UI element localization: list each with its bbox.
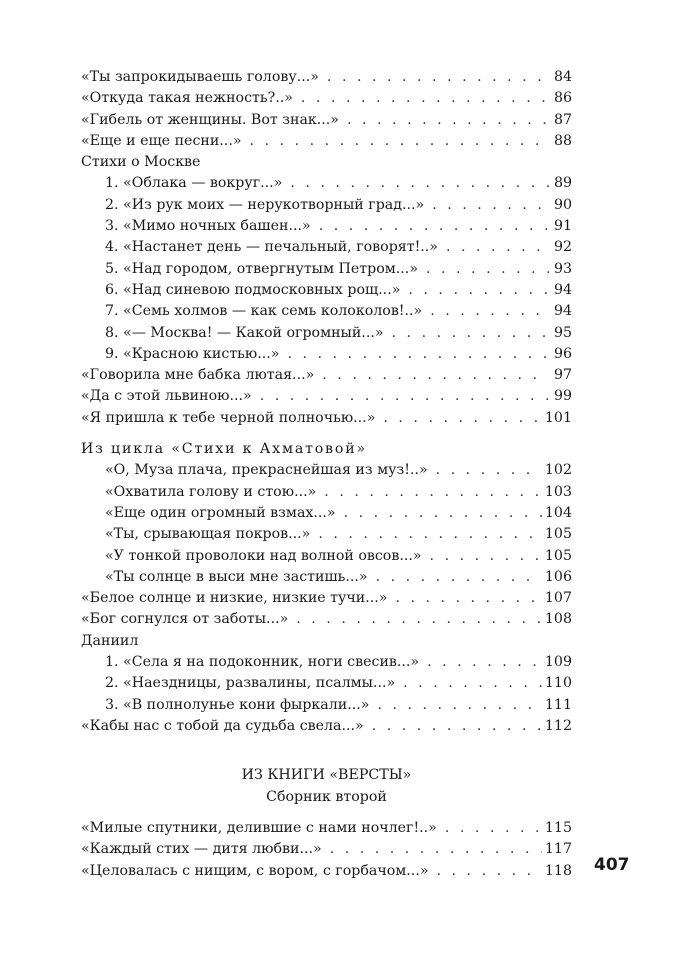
toc-entry [81, 408, 572, 429]
toc-entry [81, 482, 572, 503]
toc-group-end [81, 716, 572, 737]
toc-entry [81, 460, 572, 481]
dot-leader [290, 173, 549, 194]
toc-entry-page: 84 [553, 69, 572, 85]
toc-entry [81, 861, 572, 882]
toc-entry-page: 108 [544, 611, 572, 628]
toc-entry-title: 2. «Из рук моих — нерукотворный град...» [105, 196, 425, 213]
toc-entry-page: 99 [553, 388, 572, 405]
toc-group-after-akhmatova [81, 588, 572, 631]
toc-entry-page: 94 [553, 303, 572, 320]
toc-entry-title: «Целовалась с нищим, с вором, с горбачом...» [81, 862, 429, 879]
toc-entry-title: 4. «Настанет день — печальный, говорят!..» [105, 239, 438, 256]
dot-leader [260, 386, 549, 407]
toc-entry-page: 118 [544, 862, 572, 879]
toc-entry-title: «Еще и еще песни...» [81, 132, 242, 149]
dot-leader [446, 237, 549, 258]
dot-leader [408, 280, 549, 301]
toc-entry-title: «Гибель от женщины. Вот знак...» [81, 111, 339, 128]
table-of-contents [81, 67, 572, 737]
toc-entry-page: 93 [553, 260, 572, 277]
toc-entry-page: 107 [544, 590, 572, 607]
toc-entry-page: 117 [544, 841, 572, 858]
toc-entry-title: 3. «В полнолунье кони фыркали...» [105, 696, 370, 713]
toc-entry [81, 237, 572, 258]
toc-entry-title: 2. «Наездницы, развалины, псалмы...» [105, 675, 396, 692]
dot-leader [445, 818, 542, 839]
toc-entry [81, 588, 572, 609]
toc-entry-title: «Говорила мне бабка лютая...» [81, 367, 315, 384]
toc-entry-title: «Откуда такая нежность?..» [81, 90, 293, 107]
toc-entry-page: 86 [553, 90, 572, 107]
toc-entry-page: 111 [544, 696, 572, 713]
toc-entry [81, 110, 572, 131]
toc-entry [81, 695, 572, 716]
book-title: ИЗ КНИГИ «ВЕРСТЫ» [241, 767, 412, 783]
page-number: 407 [594, 855, 630, 875]
toc-entry-title: «Ты, срывающая покров...» [105, 526, 311, 543]
toc-entry [81, 546, 572, 567]
toc-entry-page: 112 [544, 717, 572, 734]
toc-entry-page: 96 [553, 345, 572, 362]
toc-entry-title: «У тонкой проволоки над волной овсов...» [105, 547, 422, 564]
toc-entry-title: «Кабы нас с тобой да судьба свела...» [81, 717, 364, 734]
toc-entry-title: «Белое солнце и низкие, низкие тучи...» [81, 590, 388, 607]
dot-leader [322, 365, 549, 386]
dot-leader [437, 861, 542, 882]
toc-entry [81, 344, 572, 365]
toc-entry-page: 87 [553, 111, 572, 128]
toc-entry [81, 280, 572, 301]
toc-entry-title: «Каждый стих — дитя любви...» [81, 841, 322, 858]
toc-entry-page: 115 [544, 820, 572, 836]
book-section-header [81, 764, 572, 808]
dot-leader [427, 652, 542, 673]
toc-entry [81, 323, 572, 344]
toc-entry-title: «Милые спутники, делившие с нами ночлег!..» [81, 820, 437, 836]
toc-entry [81, 609, 572, 630]
toc-entry-page: 94 [553, 281, 572, 298]
dot-leader [376, 567, 542, 588]
dot-leader [372, 716, 542, 737]
toc-entry-title: 7. «Семь холмов — как семь колоколов!..» [105, 303, 423, 320]
toc-group-akhmatova [81, 460, 572, 588]
toc-entry [81, 259, 572, 280]
dot-leader [301, 88, 549, 109]
toc-entry-title: 5. «Над городом, отвергнутым Петром...» [105, 260, 418, 277]
dot-leader [430, 546, 542, 567]
toc-entry-title: «Да с этой львиною...» [81, 388, 252, 405]
toc-entry-page: 102 [544, 462, 572, 479]
toc-entry [81, 716, 572, 737]
dot-leader [330, 839, 542, 860]
toc-entry-page: 110 [544, 675, 572, 692]
toc-entry-page: 92 [553, 239, 572, 256]
toc-entry-page: 97 [553, 367, 572, 384]
toc-entry-title: «Бог согнулся от заботы...» [81, 611, 289, 628]
section-heading-moscow: Стихи о Москве [81, 154, 201, 171]
toc-entry [81, 301, 572, 322]
toc-group-middle [81, 365, 572, 429]
toc-entry [81, 503, 572, 524]
toc-entry-title: «Я пришла к тебе черной полночью...» [81, 409, 376, 426]
dot-leader [430, 301, 549, 322]
dot-leader [250, 131, 549, 152]
section-heading-daniil: Даниил [81, 632, 139, 649]
dot-leader [319, 216, 549, 237]
toc-entry [81, 67, 572, 88]
toc-entry-page: 88 [553, 132, 572, 149]
toc-entry-page: 106 [544, 568, 572, 585]
toc-group-daniil [81, 652, 572, 716]
toc-entry [81, 652, 572, 673]
toc-entry-title: 1. «Облака — вокруг...» [105, 175, 283, 192]
toc-entry [81, 567, 572, 588]
dot-leader [344, 503, 542, 524]
toc-entry-title: 8. «— Москва! — Какой огромный...» [105, 324, 384, 341]
dot-leader [287, 344, 549, 365]
dot-leader [432, 195, 549, 216]
toc-group-top [81, 67, 572, 152]
toc-entry [81, 173, 572, 194]
toc-entry-title: 6. «Над синевою подмосковных рощ...» [105, 281, 401, 298]
toc-entry-page: 104 [544, 504, 572, 521]
book-subtitle: Сборник второй [266, 789, 387, 805]
toc-entry-page: 89 [553, 175, 572, 192]
dot-leader [347, 110, 549, 131]
dot-leader [377, 695, 541, 716]
toc-entry [81, 386, 572, 407]
toc-entry-page: 91 [553, 218, 572, 235]
toc-entry-title: «О, Муза плача, прекраснейшая из муз!..» [105, 462, 428, 479]
toc-group-moscow [81, 173, 572, 365]
toc-entry-title: «Еще один огромный взмах...» [105, 504, 336, 521]
dot-leader [395, 588, 541, 609]
toc-entry-page: 95 [553, 324, 572, 341]
toc-entry [81, 131, 572, 152]
toc-entry-page: 105 [544, 526, 572, 543]
toc-entry-page: 105 [544, 547, 572, 564]
toc-entry [81, 88, 572, 109]
toc-entry [81, 365, 572, 386]
toc-entry [81, 195, 572, 216]
toc-entry-title: «Ты солнце в выси мне застишь...» [105, 568, 368, 585]
dot-leader [296, 609, 542, 630]
toc-entry-page: 90 [553, 196, 572, 213]
dot-leader [426, 259, 549, 280]
toc-entry-title: «Ты запрокидываешь голову...» [81, 69, 319, 85]
dot-leader [327, 67, 549, 88]
toc-entry-page: 101 [544, 409, 572, 426]
toc-entry-title: 1. «Села я на подоконник, ноги свесив...» [105, 654, 420, 671]
toc-entry [81, 818, 572, 839]
table-of-contents-versty [81, 818, 572, 882]
dot-leader [324, 482, 542, 503]
toc-entry-page: 103 [544, 483, 572, 500]
toc-entry-title: «Охватила голову и стою...» [105, 483, 317, 500]
toc-entry [81, 839, 572, 860]
toc-entry [81, 216, 572, 237]
toc-entry-page: 109 [544, 654, 572, 671]
toc-entry [81, 673, 572, 694]
toc-entry-title: 9. «Красною кистью...» [105, 345, 280, 362]
dot-leader [392, 323, 549, 344]
toc-entry [81, 524, 572, 545]
section-heading-akhmatova: Из цикла «Стихи к Ахматовой» [81, 441, 367, 458]
dot-leader [436, 460, 542, 481]
toc-entry-title: 3. «Мимо ночных башен...» [105, 218, 311, 235]
dot-leader [403, 673, 542, 694]
dot-leader [383, 408, 542, 429]
dot-leader [318, 524, 542, 545]
